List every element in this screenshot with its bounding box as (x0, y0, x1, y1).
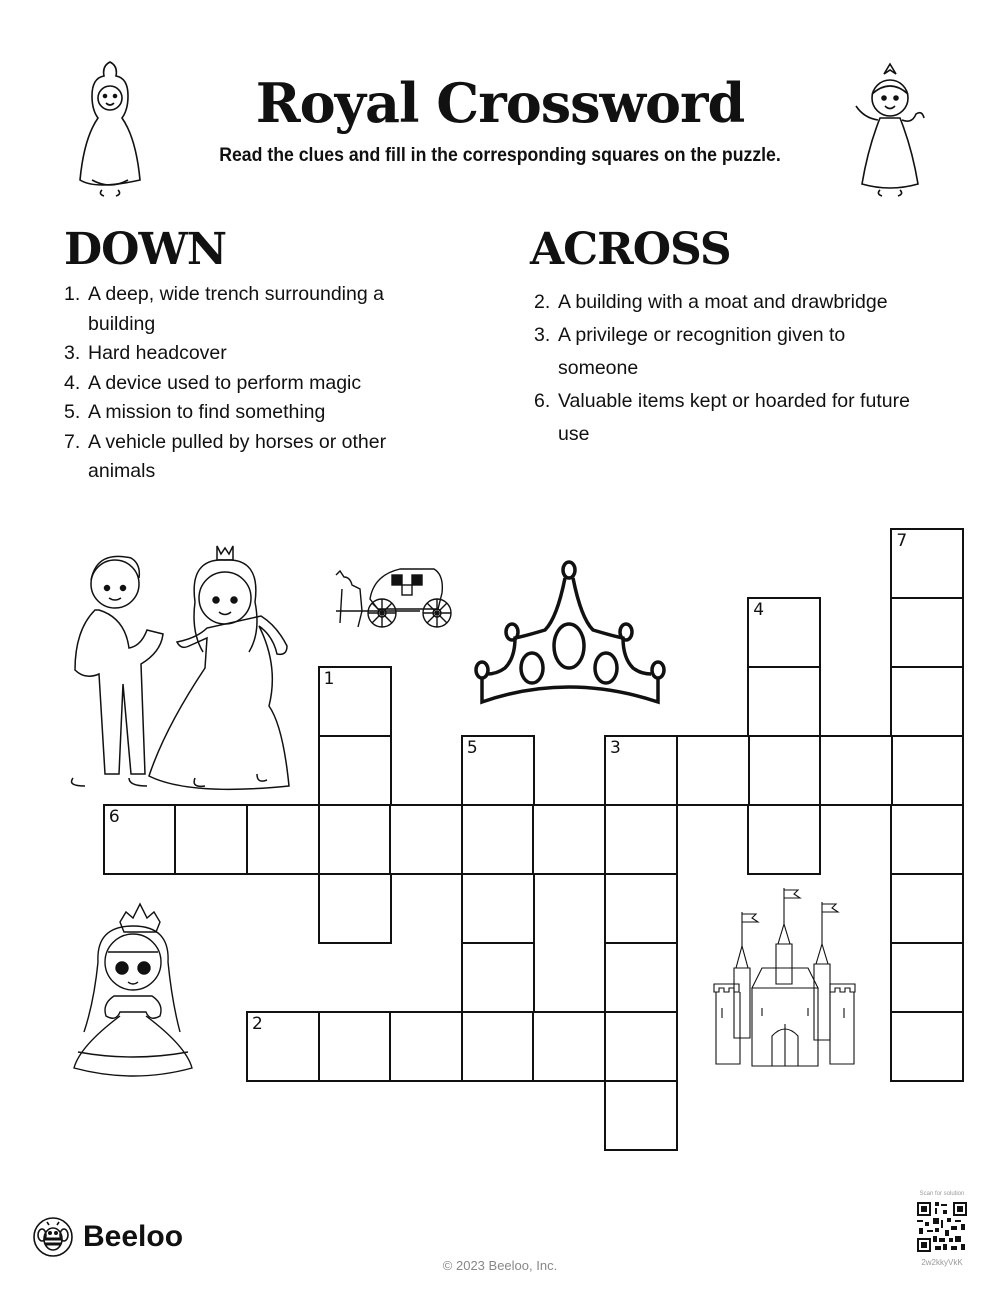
clue-number: 6 (108, 806, 120, 827)
crossword-cell[interactable] (318, 735, 392, 806)
clue-number: 5 (466, 737, 478, 758)
crossword-cell[interactable] (103, 804, 177, 875)
copyright: © 2023 Beeloo, Inc. (442, 1258, 558, 1273)
crossword-cell[interactable] (461, 804, 535, 875)
crossword-cell[interactable] (461, 942, 535, 1013)
couple-illustration (45, 542, 310, 792)
page-instructions: Read the clues and fill in the corresponding squares on the puzzle. (219, 145, 781, 166)
across-clue-3: 3. A privilege or recognition given to someone (534, 324, 846, 379)
crossword-cell[interactable] (890, 804, 964, 875)
solution-qr-code[interactable] (917, 1202, 967, 1252)
crossword-cell[interactable] (747, 735, 821, 806)
crossword-cell[interactable] (246, 804, 320, 875)
across-clue-6: 6. Valuable items kept or hoarded for future use (534, 390, 910, 445)
crossword-cell[interactable] (604, 1080, 678, 1151)
beeloo-logo[interactable] (33, 1214, 203, 1260)
clue-number: 4 (753, 599, 765, 620)
crossword-cell[interactable] (318, 804, 392, 875)
crossword-cell[interactable] (890, 735, 964, 806)
crossword-cell[interactable] (890, 942, 964, 1013)
crossword-cell[interactable] (604, 942, 678, 1013)
crossword-cell[interactable] (890, 666, 964, 737)
castle-illustration (712, 888, 857, 1068)
crossword-cell[interactable] (604, 873, 678, 944)
down-clue-1: 1. A deep, wide trench surrounding a building (64, 283, 384, 335)
qr-code-id: 2w2kkyVkK (921, 1258, 963, 1267)
clue-number: 3 (610, 737, 621, 758)
crossword-cell[interactable] (318, 666, 392, 737)
crossword-cell[interactable] (819, 735, 893, 806)
clue-number: 1 (323, 668, 335, 689)
crossword-cell[interactable] (604, 1011, 678, 1082)
crossword-cell[interactable] (890, 528, 964, 599)
crossword-cell[interactable] (318, 873, 392, 944)
across-clue-2: 2. A building with a moat and drawbridge (534, 291, 888, 313)
crossword-cell[interactable] (461, 735, 535, 806)
crossword-cell[interactable] (246, 1011, 320, 1082)
carriage-illustration (330, 565, 455, 635)
down-clue-3: 3. Hard headcover (64, 342, 227, 364)
crossword-cell[interactable] (747, 666, 821, 737)
crossword-cell[interactable] (532, 804, 606, 875)
crossword-cell[interactable] (747, 597, 821, 668)
down-clue-list (64, 280, 414, 487)
down-clue-5: 5. A mission to find something (64, 401, 326, 423)
down-clue-4: 4. A device used to perform magic (64, 371, 362, 394)
crossword-cell[interactable] (890, 1011, 964, 1082)
across-clue-list (534, 286, 914, 451)
down-clue-7: 7. A vehicle pulled by horses or other animals (64, 430, 387, 482)
crossword-cell[interactable] (389, 1011, 463, 1082)
crossword-cell[interactable] (604, 804, 678, 875)
page-title: Royal Crossword (255, 71, 745, 135)
crossword-cell[interactable] (461, 1011, 535, 1082)
princess-illustration-bottom (68, 892, 198, 1074)
crossword-cell[interactable] (676, 735, 750, 806)
clue-number: 2 (252, 1013, 263, 1034)
down-heading: DOWN (64, 224, 227, 275)
crossword-cell[interactable] (604, 735, 678, 806)
brand-name: Beeloo (83, 1220, 184, 1253)
crossword-cell[interactable] (389, 804, 463, 875)
clue-number: 7 (896, 530, 908, 551)
crown-illustration (472, 558, 668, 704)
crossword-cell[interactable] (318, 1011, 392, 1082)
crossword-cell[interactable] (532, 1011, 606, 1082)
crossword-cell[interactable] (890, 597, 964, 668)
crossword-cell[interactable] (461, 873, 535, 944)
crossword-cell[interactable] (174, 804, 248, 875)
qr-caption: Scan for solution (919, 1191, 965, 1197)
across-heading: ACROSS (530, 224, 731, 275)
crossword-cell[interactable] (890, 873, 964, 944)
crossword-cell[interactable] (747, 804, 821, 875)
bee-logo-icon (33, 1217, 73, 1257)
